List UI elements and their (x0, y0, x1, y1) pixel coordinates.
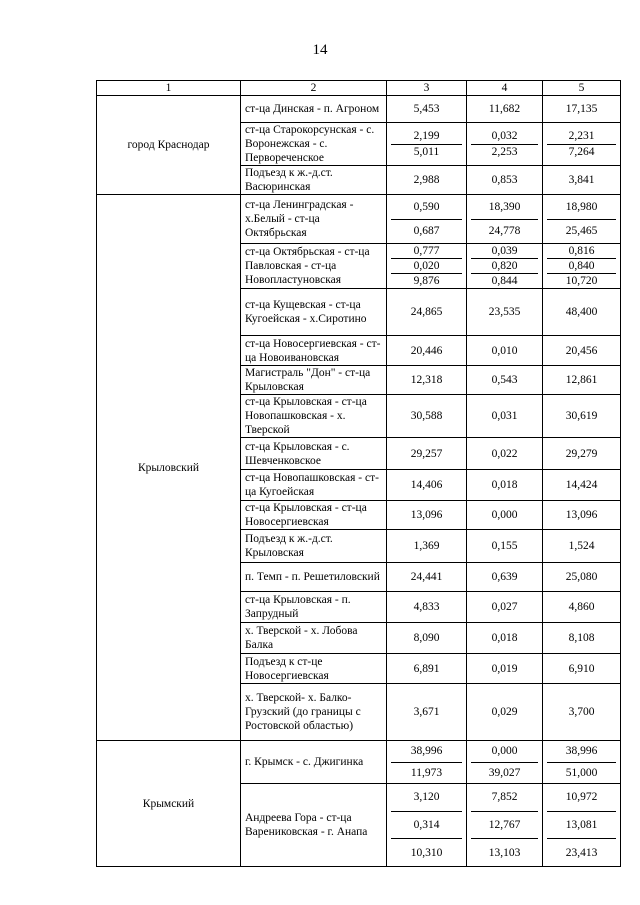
road-cell: ст-ца Новосергиевская - ст-ца Новоивановская (241, 336, 387, 366)
value-cell-split (387, 244, 467, 289)
road-cell: ст-ца Крыловская - п. Запрудный (241, 592, 387, 623)
value-cell: 0,018 (467, 470, 543, 501)
road-cell: х. Тверской - х. Лобова Балка (241, 623, 387, 654)
value-subcell: 38,996 (410, 745, 443, 758)
value-cell: 12,861 (543, 366, 621, 395)
value-cell: 3,700 (543, 684, 621, 741)
value-subcell: 18,390 (488, 200, 521, 213)
value-subcell: 5,011 (391, 144, 462, 160)
value-subcell: 2,199 (413, 130, 440, 142)
value-cell: 1,524 (543, 530, 621, 563)
value-cell-split (543, 123, 621, 166)
road-cell: Андреева Гора - ст-ца Варениковская - г. Анапа (241, 784, 387, 867)
value-cell: 11,682 (467, 96, 543, 123)
value-subcell: 10,972 (565, 791, 598, 804)
value-cell-split (387, 123, 467, 166)
value-subcell: 7,264 (547, 144, 616, 160)
value-cell: 4,860 (543, 592, 621, 623)
value-cell: 14,424 (543, 470, 621, 501)
region-cell: город Краснодар (97, 96, 241, 195)
value-subcell: 0,687 (391, 219, 462, 244)
value-cell-split (467, 244, 543, 289)
value-cell: 0,010 (467, 336, 543, 366)
value-subcell: 12,767 (471, 811, 538, 839)
value-cell: 2,988 (387, 166, 467, 195)
value-cell: 24,441 (387, 563, 467, 592)
value-cell: 48,400 (543, 289, 621, 336)
value-cell-split (543, 195, 621, 244)
value-cell: 13,096 (543, 501, 621, 530)
header-cell: 3 (387, 81, 467, 96)
region-cell: Крыловский (97, 195, 241, 741)
page-number: 14 (312, 42, 328, 58)
value-cell: 29,279 (543, 438, 621, 470)
value-cell: 0,000 (467, 501, 543, 530)
value-cell: 0,029 (467, 684, 543, 741)
value-subcell: 2,231 (568, 130, 595, 142)
value-cell-split (467, 741, 543, 784)
value-subcell: 0,020 (391, 258, 462, 273)
value-cell: 0,019 (467, 654, 543, 684)
value-subcell: 0,816 (568, 245, 595, 257)
road-cell: ст-ца Крыловская - с. Шевченковское (241, 438, 387, 470)
value-cell: 0,543 (467, 366, 543, 395)
road-cell: ст-ца Новопашковская - ст-ца Кугоейская (241, 470, 387, 501)
value-cell: 8,090 (387, 623, 467, 654)
value-subcell: 10,720 (547, 273, 616, 288)
value-subcell: 2,253 (471, 144, 538, 160)
value-cell-split (543, 244, 621, 289)
road-cell: ст-ца Крыловская - ст-ца Новопашковская - х. Тверской (241, 395, 387, 438)
value-cell: 0,027 (467, 592, 543, 623)
road-cell: х. Тверской- х. Балко-Грузский (до границы с Ростовской областью) (241, 684, 387, 741)
road-cell: г. Крымск - с. Джигинка (241, 741, 387, 784)
value-cell-split (467, 784, 543, 867)
value-subcell: 9,876 (391, 273, 462, 288)
value-cell-split (543, 784, 621, 867)
value-subcell: 0,314 (391, 811, 462, 839)
value-cell: 8,108 (543, 623, 621, 654)
value-subcell: 13,081 (547, 811, 616, 839)
value-subcell: 0,039 (491, 245, 518, 257)
value-subcell: 3,120 (413, 791, 440, 804)
value-subcell: 0,590 (413, 200, 440, 213)
road-cell: ст-ца Октябрьская - ст-ца Павловская - ст-ца Новопластуновская (241, 244, 387, 289)
value-cell: 23,535 (467, 289, 543, 336)
road-cell: п. Темп - п. Решетиловский (241, 563, 387, 592)
value-cell-split (387, 784, 467, 867)
value-cell: 6,910 (543, 654, 621, 684)
value-cell: 0,639 (467, 563, 543, 592)
roads-table (96, 80, 621, 867)
value-subcell: 0,000 (491, 745, 518, 758)
value-cell: 13,096 (387, 501, 467, 530)
value-subcell: 0,820 (471, 258, 538, 273)
road-cell: ст-ца Динская - п. Агроном (241, 96, 387, 123)
value-cell: 30,619 (543, 395, 621, 438)
value-subcell: 0,032 (491, 130, 518, 142)
value-cell: 12,318 (387, 366, 467, 395)
value-subcell: 23,413 (547, 838, 616, 866)
value-cell: 4,833 (387, 592, 467, 623)
table-row (97, 741, 621, 784)
value-cell: 6,891 (387, 654, 467, 684)
road-cell: ст-ца Кущевская - ст-ца Кугоейская - х.Сиротино (241, 289, 387, 336)
value-cell: 20,456 (543, 336, 621, 366)
value-subcell: 38,996 (565, 745, 598, 758)
header-row (97, 81, 621, 96)
road-cell: ст-ца Старокорсунская - с. Воронежская - с. Первореченское (241, 123, 387, 166)
road-cell: Подъезд к ст-це Новосергиевская (241, 654, 387, 684)
header-cell: 1 (97, 81, 241, 96)
road-cell: ст-ца Ленинградская - х.Белый - ст-ца Октябрьская (241, 195, 387, 244)
value-cell-split (387, 741, 467, 784)
value-cell: 24,865 (387, 289, 467, 336)
road-cell: Подъезд к ж.-д.ст. Крыловская (241, 530, 387, 563)
value-cell: 0,031 (467, 395, 543, 438)
value-cell: 0,018 (467, 623, 543, 654)
value-cell: 0,155 (467, 530, 543, 563)
table-row (97, 195, 621, 244)
header-cell: 2 (241, 81, 387, 96)
region-cell: Крымский (97, 741, 241, 867)
value-cell: 29,257 (387, 438, 467, 470)
value-cell: 20,446 (387, 336, 467, 366)
header-cell: 4 (467, 81, 543, 96)
value-subcell: 0,840 (547, 258, 616, 273)
value-cell: 1,369 (387, 530, 467, 563)
road-cell: Подъезд к ж.-д.ст. Васюринская (241, 166, 387, 195)
value-cell: 25,080 (543, 563, 621, 592)
value-cell: 30,588 (387, 395, 467, 438)
value-cell: 17,135 (543, 96, 621, 123)
value-subcell: 24,778 (471, 219, 538, 244)
value-subcell: 25,465 (547, 219, 616, 244)
value-subcell: 11,973 (391, 762, 462, 784)
value-cell: 3,841 (543, 166, 621, 195)
value-subcell: 0,777 (413, 245, 440, 257)
value-subcell: 0,844 (471, 273, 538, 288)
value-cell: 5,453 (387, 96, 467, 123)
header-cell: 5 (543, 81, 621, 96)
value-subcell: 39,027 (471, 762, 538, 784)
value-cell: 14,406 (387, 470, 467, 501)
road-cell: ст-ца Крыловская - ст-ца Новосергиевская (241, 501, 387, 530)
road-cell: Магистраль "Дон" - ст-ца Крыловская (241, 366, 387, 395)
value-cell: 3,671 (387, 684, 467, 741)
value-subcell: 51,000 (547, 762, 616, 784)
value-cell-split (543, 741, 621, 784)
value-cell-split (387, 195, 467, 244)
value-cell-split (467, 123, 543, 166)
table-row (97, 96, 621, 123)
value-subcell: 18,980 (565, 200, 598, 213)
value-subcell: 10,310 (391, 838, 462, 866)
value-cell: 0,853 (467, 166, 543, 195)
value-subcell: 13,103 (471, 838, 538, 866)
value-cell-split (467, 195, 543, 244)
value-cell: 0,022 (467, 438, 543, 470)
value-subcell: 7,852 (491, 791, 518, 804)
